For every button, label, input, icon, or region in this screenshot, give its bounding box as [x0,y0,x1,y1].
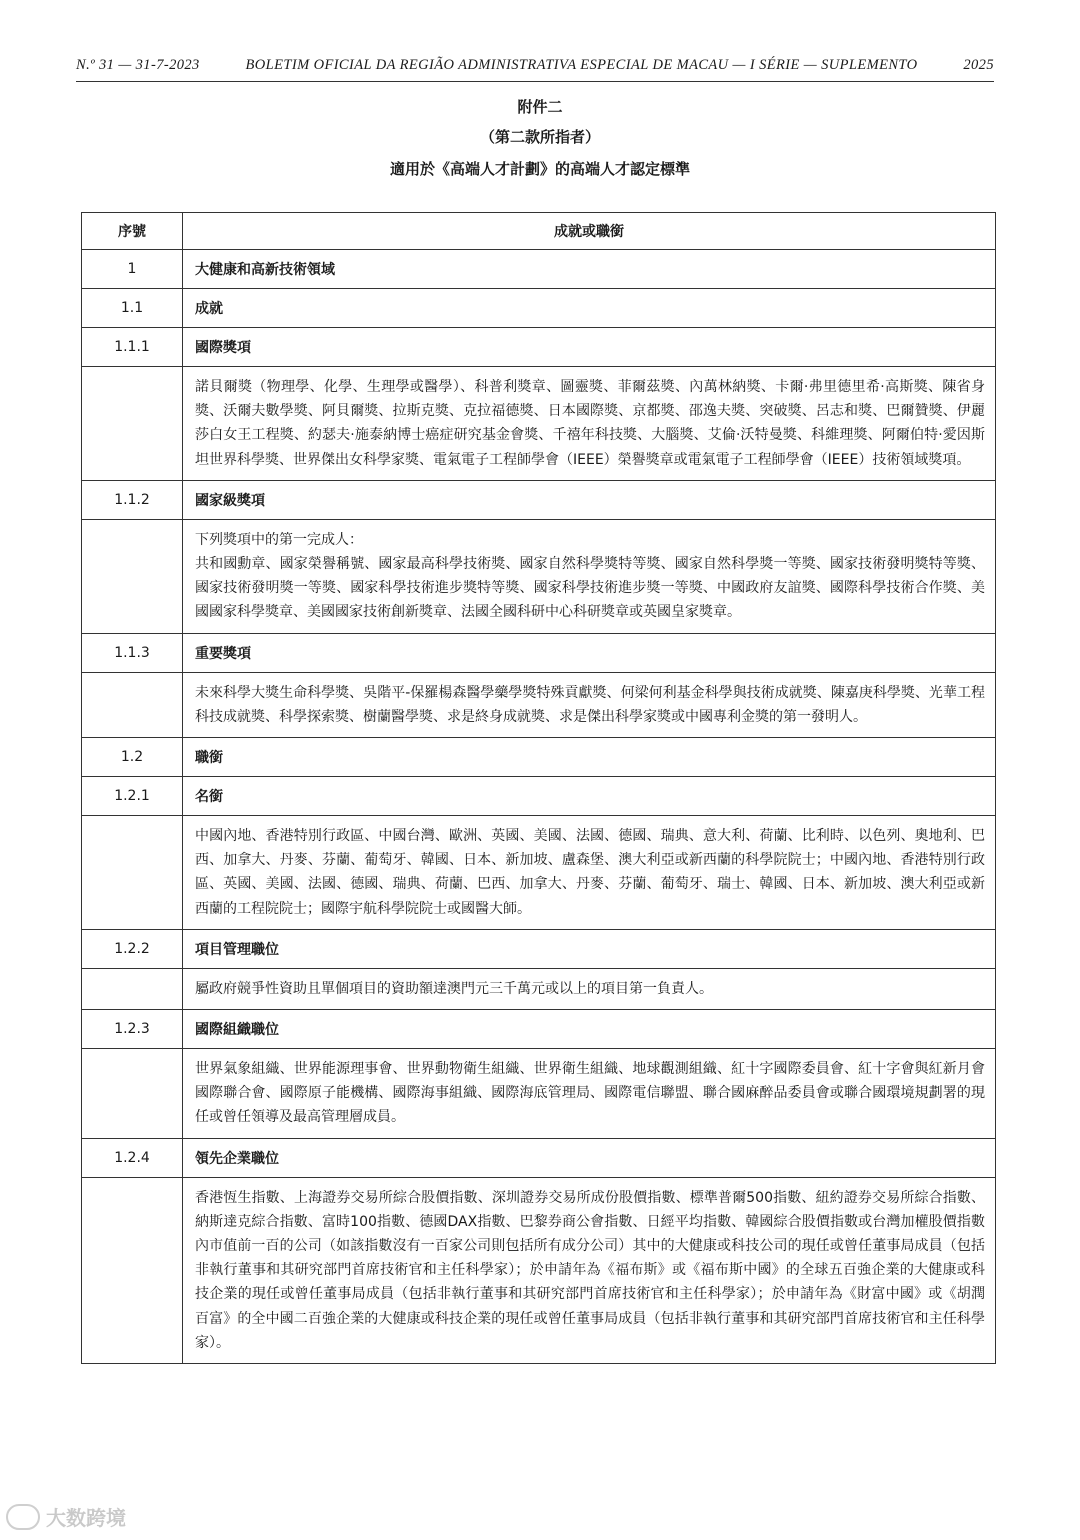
section-number: 1.2 [82,738,183,777]
section-row [82,633,996,672]
section-number: 1.1.3 [82,633,183,672]
issue-date: N.º 31 — 31-7-2023 [76,56,200,73]
annex-reference: （第二款所指者） [479,128,600,146]
criteria-text-cell [183,519,996,633]
section-label: 大健康和高新技術領域 [183,250,996,289]
section-label: 名銜 [183,777,996,816]
section-number: 1.1.2 [82,480,183,519]
criteria-text-cell [183,968,996,1009]
section-number: 1.2.2 [82,929,183,968]
column-header-title: 成就或職銜 [183,213,996,250]
empty-number-cell [82,968,183,1009]
watermark-logo-icon [6,1504,40,1530]
criteria-text-cell [183,672,996,737]
criteria-row [82,1049,996,1139]
table-header-row [82,213,996,250]
watermark [6,1502,126,1531]
section-label: 職銜 [183,738,996,777]
section-row [82,1138,996,1177]
watermark-text: 大数跨境 [46,1506,126,1530]
criteria-text: 共和國勳章、國家榮譽稱號、國家最高科學技術獎、國家自然科學獎特等獎、國家自然科學獎一等獎、國家技術發明獎特等獎、國家技術發明獎一等獎、國家科學技術進步獎特等獎、國家科學技術進步獎一等獎、中國政府友誼獎、國際科學技術合作獎、美國國家科學獎章、美國國家技術創新獎章、法國全國科研中心科研獎章或英國皇家獎章。 [195,556,985,621]
empty-number-cell [82,367,183,481]
empty-number-cell [82,1177,183,1363]
header-divider [76,81,994,82]
criteria-text: 中國內地、香港特別行政區、中國台灣、歐洲、英國、美國、法國、德國、瑞典、意大利、荷蘭、比利時、以色列、奧地利、巴西、加拿大、丹麥、芬蘭、葡萄牙、韓國、日本、新加坡、盧森堡、澳大利亞或新西蘭的科學院院士；中國內地、香港特別行政區、英國、美國、法國、德國、瑞典、荷蘭、巴西、加拿大、丹麥、芬蘭、葡萄牙、瑞士、韓國、日本、新加坡、澳大利亞或新西蘭的工程院院士；國際宇航科學院院士或國醫大師。 [195,828,985,917]
criteria-text-cell [183,1049,996,1139]
section-row [82,480,996,519]
criteria-intro: 下列獎項中的第一完成人： [195,531,363,548]
empty-number-cell [82,1049,183,1139]
empty-number-cell [82,519,183,633]
annex-title: 附件二 [517,98,563,116]
criteria-row [82,367,996,481]
section-row [82,777,996,816]
criteria-text: 世界氣象組織、世界能源理事會、世界動物衛生組織、世界衛生組織、地球觀測組織、紅十字國際委員會、紅十字會與紅新月會國際聯合會、國際原子能機構、國際海事組織、國際海底管理局、國際電信聯盟、聯合國麻醉品委員會或聯合國環境規劃署的現任或曾任領導及最高管理層成員。 [195,1061,985,1126]
criteria-text: 屬政府競爭性資助且單個項目的資助額達澳門元三千萬元或以上的項目第一負責人。 [195,980,713,997]
criteria-text-cell [183,367,996,481]
section-row [82,328,996,367]
section-label: 項目管理職位 [183,929,996,968]
criteria-text: 香港恆生指數、上海證券交易所綜合股價指數、深圳證券交易所成份股價指數、標準普爾500指數、紐約證券交易所綜合指數、納斯達克綜合指數、富時100指數、德國DAX指數、巴黎券商公會指數、日經平均指數、韓國綜合股價指數或台灣加權股價指數內市值前一百的公司（如該指數沒有一百家公司則包括所有成分公司）其中的大健康或科技公司的現任或曾任董事局成員（包括非執行董事和其研究部門首席技術官和主任科學家）；於申請年為《福布斯》或《福布斯中國》的全球五百強企業的大健康或科技企業的現任或曾任董事局成員（包括非執行董事和其研究部門首席技術官和主任科學家）；於申請年為《財富中國》或《胡潤百富》的全中國二百強企業的大健康或科技企業的現任或曾任董事局成員（包括非執行董事和其研究部門首席技術官和主任科學家）。 [195,1189,985,1351]
section-label: 領先企業職位 [183,1138,996,1177]
criteria-text: 未來科學大獎生命科學獎、吳階平-保羅楊森醫學藥學獎特殊貢獻獎、何梁何利基金科學與技術成就獎、陳嘉庚科學獎、光華工程科技成就獎、科學探索獎、樹蘭醫學獎、求是終身成就獎、求是傑出科學家獎或中國專利金獎的第一發明人。 [195,684,985,725]
empty-number-cell [82,672,183,737]
section-number: 1 [82,250,183,289]
section-label: 國家級獎項 [183,480,996,519]
section-row [82,929,996,968]
criteria-text: 諾貝爾獎（物理學、化學、生理學或醫學）、科普利獎章、圖靈獎、菲爾茲獎、內萬林納獎、卡爾·弗里德里希·高斯獎、陳省身獎、沃爾夫數學獎、阿貝爾獎、拉斯克獎、克拉福德獎、日本國際獎、京都獎、邵逸夫獎、突破獎、呂志和獎、巴爾贊獎、伊麗莎白女王工程獎、約瑟夫·施泰納博士癌症研究基金會獎、千禧年科技獎、大腦獎、艾倫·沃特曼獎、科維理獎、阿爾伯特·愛因斯坦世界科學獎、世界傑出女科學家獎、電氣電子工程師學會（IEEE）榮譽獎章或電氣電子工程師學會（IEEE）技術領域獎項。 [195,379,985,468]
criteria-text-cell [183,816,996,930]
section-number: 1.2.4 [82,1138,183,1177]
document-title: 適用於《高端人才計劃》的高端人才認定標準 [389,160,690,178]
criteria-row [82,816,996,930]
criteria-text-cell [183,1177,996,1363]
section-number: 1.1.1 [82,328,183,367]
section-label: 成就 [183,289,996,328]
column-header-number: 序號 [82,213,183,250]
section-number: 1.1 [82,289,183,328]
section-label: 國際組織職位 [183,1010,996,1049]
section-number: 1.2.3 [82,1010,183,1049]
criteria-table [81,212,996,1364]
empty-number-cell [82,816,183,930]
section-row [82,738,996,777]
section-label: 重要獎項 [183,633,996,672]
criteria-row [82,1177,996,1363]
section-row [82,250,996,289]
criteria-row [82,968,996,1009]
page-header [76,54,994,76]
table-body [82,250,996,1364]
criteria-row [82,519,996,633]
page-number: 2025 [963,56,994,73]
publication-title: BOLETIM OFICIAL DA REGIÃO ADMINISTRATIVA ESPECIAL DE MACAU — I SÉRIE — SUPLEMENTO [245,56,918,73]
criteria-row [82,672,996,737]
section-label: 國際獎項 [183,328,996,367]
section-row [82,1010,996,1049]
section-number: 1.2.1 [82,777,183,816]
section-row [82,289,996,328]
